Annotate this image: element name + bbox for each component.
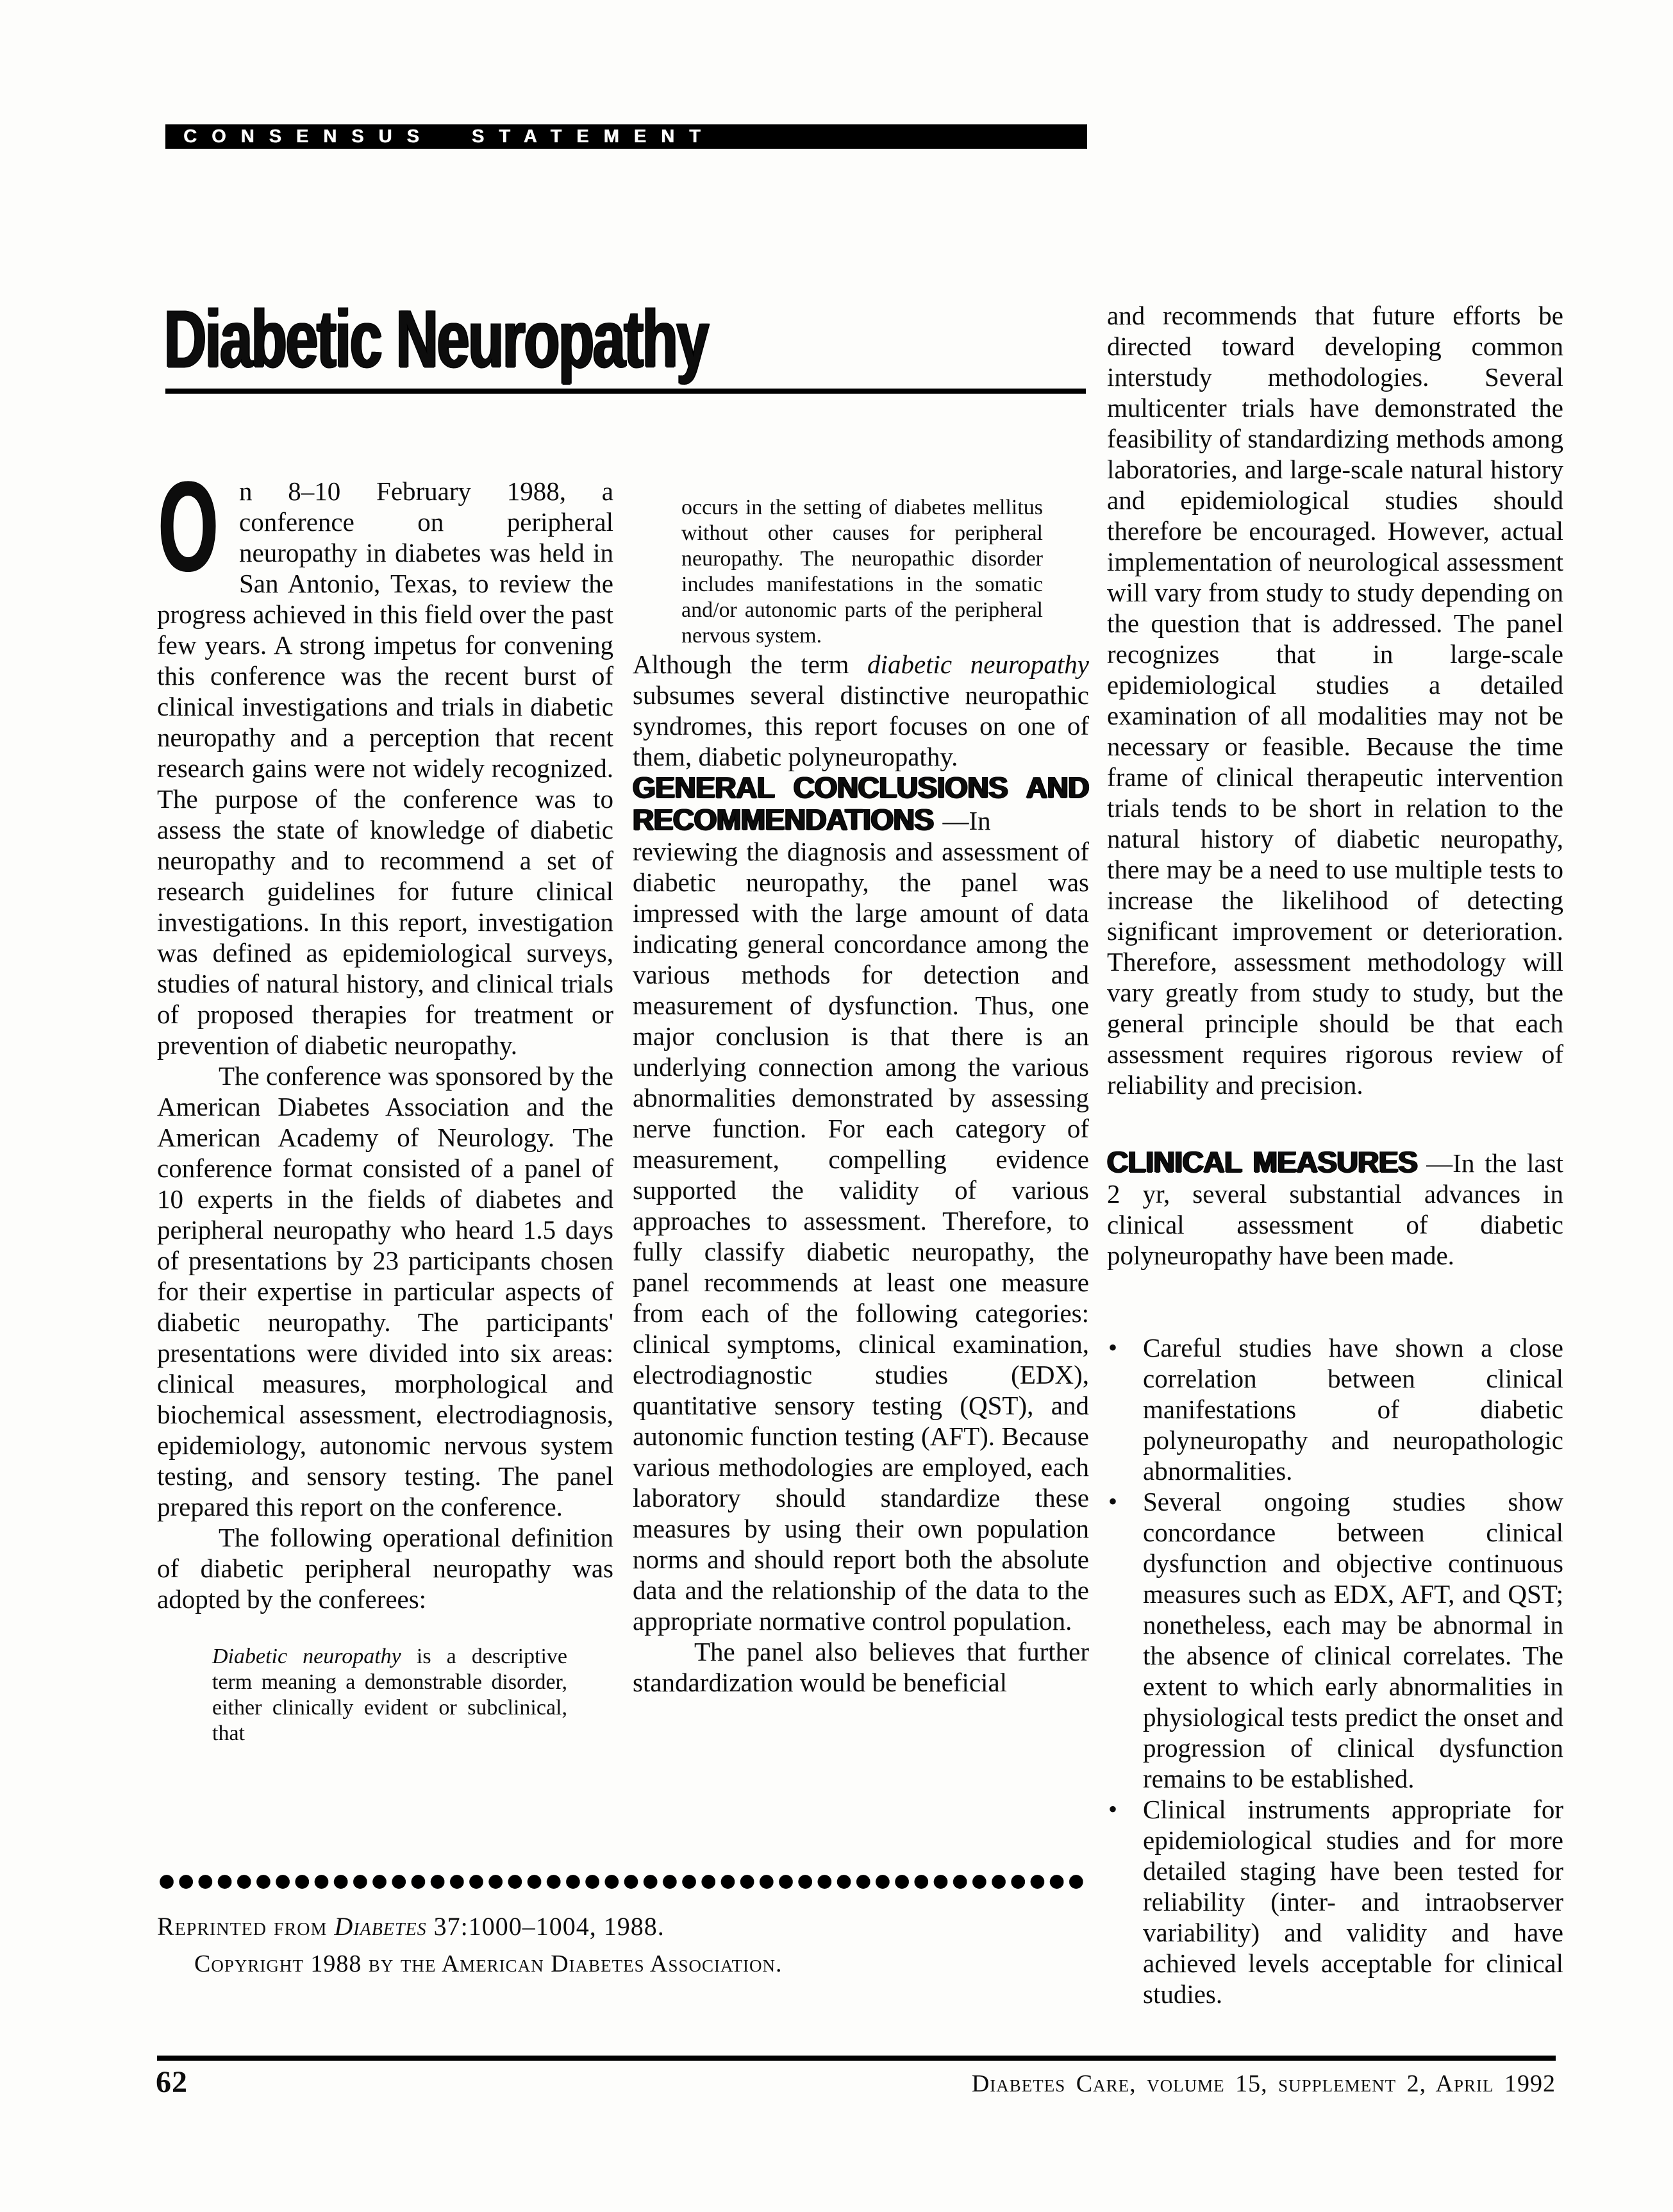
reprint-credit <box>157 1912 1088 1979</box>
bullet-icon: • <box>1108 1333 1118 1362</box>
reprint-line <box>157 1912 1088 1941</box>
definition-text: is a descriptive term meaning a demonstrable disorder, either clinically evident or subclinical, that <box>212 1645 568 1745</box>
column-1 <box>157 455 613 1747</box>
although-paragraph <box>633 649 1089 772</box>
section-heading-general-conclusions: GENERAL CONCLUSIONS AND RECOMMENDATIONS <box>633 771 1089 836</box>
reprint-journal-name: Diabetes <box>334 1912 427 1941</box>
drop-cap: O <box>158 455 219 598</box>
column-2 <box>633 476 1089 1698</box>
reprint-pre: Reprinted from <box>157 1912 335 1941</box>
general-conclusions-text: —In reviewing the diagnosis and assessment of diabetic neuropathy, the panel was impressed with the large amount of data indicating general concordance among the various methods for detection and measurement of dysfunction. Thus, one major conclusion is that there is an underlying connection among the various abnormalities demonstrated by assessing nerve function. For each category of measurement, compelling evidence supported the validity of various approaches to assessment. Therefore, to fully classify diabetic neuropathy, the panel recommends at least one measure from each of the following categories: clinical symptoms, clinical examination, electrodiagnostic studies (EDX), quantitative sensory testing (QST), and autonomic function testing (AFT). Because various methodologies are employed, each laboratory should standardize these measures by using their own population norms and should report both the absolute data and the relationship of the data to the appropriate normative control population. <box>633 806 1089 1636</box>
title-underline-rule <box>165 389 1086 394</box>
bullet-icon: • <box>1108 1487 1118 1516</box>
clinical-measures-text: —In the last 2 yr, several substantial advances in clinical assessment of diabetic polyneuropathy have been made. <box>1107 1148 1563 1270</box>
page-title-text: Diabetic Neuropathy <box>164 293 708 384</box>
panel-believes-paragraph: The panel also believes that further standardization would be beneficial <box>633 1637 1089 1697</box>
dotted-separator <box>157 1872 1088 1891</box>
list-item <box>1108 1794 1563 2009</box>
section-heading-clinical-measures: CLINICAL MEASURES <box>1107 1145 1418 1178</box>
sponsor-paragraph: The conference was sponsored by the American Diabetes Association and the American Academy of Neurology. The conference format consisted of a panel of 10 experts in the fields of diabetes and peripheral neuropathy who heard 1.5 days of presentations by 23 participants chosen for their expertise in particular aspects of diabetic neuropathy. The participants' presentations were divided into six areas: clinical measures, morphological and biochemical assessment, electrodiagnosis, epidemiology, autonomic nervous system testing, and sensory testing. The panel prepared this report on the conference. <box>157 1061 613 1521</box>
definition-block-continued: occurs in the setting of diabetes mellitus without other causes for peripheral neuropathy. The neuropathic disorder includes manifestations in the somatic and/or autonomic parts of the peripheral nervous system. <box>681 496 1043 648</box>
continuation-paragraph: and recommends that future efforts be directed toward developing common interstudy methodologies. Several multicenter trials have demonstrated the feasibility of standardizing methods among laboratories, and large-scale natural history and epidemiological studies should therefore be encouraged. However, actual implementation of neurological assessment will vary from study to study depending on the question that is addressed. The panel recognizes that in large-scale epidemiological studies a detailed examination of all modalities may not be necessary or feasible. Because the time frame of clinical therapeutic intervention trials tends to be short in relation to the natural history of diabetic neuropathy, there may be a need to use multiple tests to increase the likelihood of detecting significant improvement or deterioration. Therefore, assessment methodology will vary greatly from study to study, but the general principle should be that each assessment requires rigorous review of reliability and precision. <box>1107 301 1563 1100</box>
page-number: 62 <box>156 2065 188 2099</box>
footer-rule <box>157 2056 1556 2061</box>
banner-label: CONSENSUS STATEMENT <box>183 126 715 147</box>
although-term: diabetic neuropathy <box>867 649 1089 679</box>
list-item-text: Careful studies have shown a close correlation between clinical manifestations of diabetic polyneuropathy and neuropathologic abnormalities. <box>1143 1333 1563 1486</box>
intro-paragraph-text: n 8–10 February 1988, a conference on peripheral neuropathy in diabetes was held in San Antonio, Texas, to review the progress achieved in this field over the past few years. A strong impetus for convening this conference was the recent burst of clinical investigations and trials in diabetic neuropathy and a perception that recent research gains were not widely recognized. The purpose of the conference was to assess the state of knowledge of diabetic neuropathy and to recommend a set of research guidelines for future clinical investigations. In this report, investigation was defined as epidemiological surveys, studies of natural history, and clinical trials of proposed therapies for treatment or prevention of diabetic neuropathy. <box>157 476 613 1060</box>
general-conclusions-paragraph <box>633 772 1089 1636</box>
page-title <box>164 293 919 384</box>
although-pre: Although the term <box>633 649 868 679</box>
clinical-measures-bullet-list <box>1107 1332 1563 2009</box>
list-item <box>1108 1332 1563 1486</box>
clinical-measures-paragraph <box>1107 1146 1563 1271</box>
list-item <box>1108 1486 1563 1794</box>
definition-term: Diabetic neuropathy <box>212 1645 401 1668</box>
intro-paragraph <box>157 455 613 1060</box>
although-post: subsumes several distinctive neuropathic syndromes, this report focuses on one of them, diabetic polyneuropathy. <box>633 680 1089 771</box>
copyright-line: Copyright 1988 by the American Diabetes Association. <box>194 1950 783 1977</box>
reprint-post: 37:1000–1004, 1988. <box>426 1912 665 1941</box>
list-item-text: Several ongoing studies show concordance between clinical dysfunction and objective continuous measures such as EDX, AFT, and QST; nonetheless, each may be abnormal in the absence of clinical correlates. The extent to which early abnormalities in physiological tests predict the onset and progression of clinical dysfunction remains to be established. <box>1143 1487 1563 1793</box>
consensus-statement-banner <box>165 124 1087 149</box>
list-item-text: Clinical instruments appropriate for epidemiological studies and for more detailed staging have been tested for reliability (inter- and intraobserver variability) and validity and have achieved levels acceptable for clinical studies. <box>1143 1795 1563 2009</box>
column-3 <box>1107 300 1563 2009</box>
bullet-icon: • <box>1108 1795 1118 1823</box>
definition-block <box>212 1644 567 1747</box>
journal-footer-line: Diabetes Care, volume 15, supplement 2, April 1992 <box>971 2070 1556 2097</box>
definition-lead-paragraph: The following operational definition of diabetic peripheral neuropathy was adopted by the conferees: <box>157 1523 613 1614</box>
